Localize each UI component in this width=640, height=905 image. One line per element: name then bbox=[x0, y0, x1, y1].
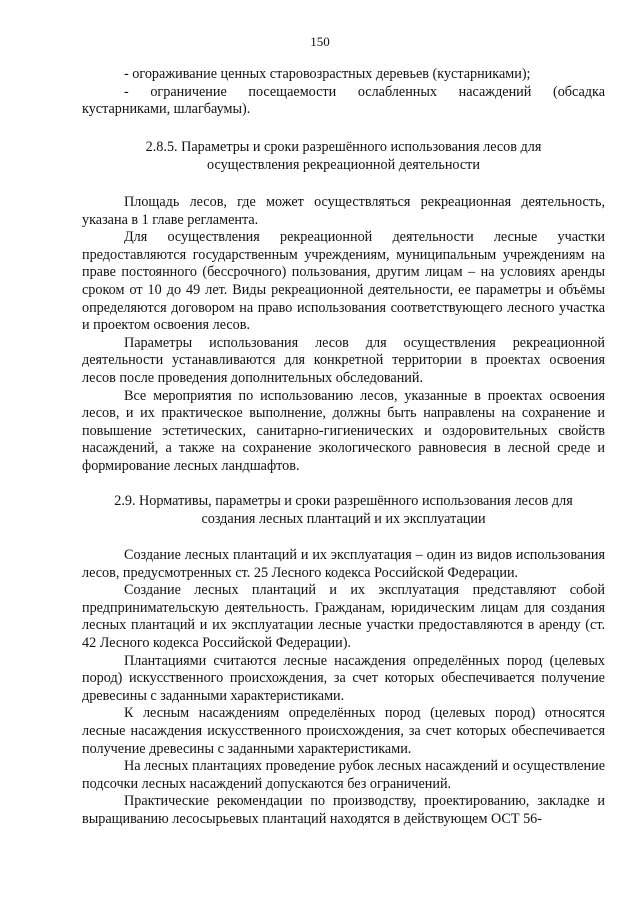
section-2-9 bbox=[82, 493, 605, 528]
paragraph: Плантациями считаются лесные насаждения определённых пород (целевых пород) искусственного происхождения, за счет которых обеспечивается получение древесины с заданными характеристиками. bbox=[82, 652, 605, 704]
restriction-list bbox=[82, 66, 605, 119]
paragraph: Площадь лесов, где может осуществляться рекреационная деятельность, указана в 1 главе регламента. bbox=[82, 194, 605, 228]
list-item: - ограничение посещаемости ослабленных насаждений (обсадка кустарниками, шлагбаумы). bbox=[82, 83, 605, 118]
paragraph: Создание лесных плантаций и их эксплуатация представляют собой предпринимательскую деятельность. Гражданам, юридическим лицам для создания лесных плантаций и их эксплуатации лесные участки предоставляются в аренду (ст. 42 Лесного кодекса Российской Федерации). bbox=[82, 582, 605, 651]
paragraph: К лесным насаждениям определённых пород (целевых пород) относятся лесные насаждения искусственного происхождения, за счет которых обеспечивается получение древесины с заданными характеристиками. bbox=[82, 705, 605, 757]
paragraph: Для осуществления рекреационной деятельности лесные участки предоставляются государственным учреждениям, муниципальным учреждениям на праве постоянного (бессрочного) пользования, другим лицам – на условиях аренды сроком от 10 до 49 лет. Виды рекреационной деятельности, ее параметры и объёмы определяются договором на право использования соответствующего лесного участка и проектом освоения лесов. bbox=[82, 229, 605, 334]
paragraph: Создание лесных плантаций и их эксплуатация – один из видов использования лесов, предусмотренных ст. 25 Лесного кодекса Российской Федерации. bbox=[82, 547, 605, 581]
paragraph: На лесных плантациях проведение рубок лесных насаждений и осуществление подсочки лесных насаждений допускаются без ограничений. bbox=[82, 758, 605, 792]
section-heading: 2.8.5. Параметры и сроки разрешённого использования лесов для осуществления рекреационной деятельности bbox=[145, 139, 542, 173]
section-2-8-5 bbox=[82, 139, 605, 174]
paragraph: Практические рекомендации по производству, проектированию, закладке и выращиванию лесосырьевых плантаций находятся в действующем ОСТ 56- bbox=[82, 793, 605, 827]
section-2-8-5-body bbox=[82, 194, 605, 476]
page-number: 150 bbox=[310, 34, 330, 49]
paragraph: Все мероприятия по использованию лесов, указанные в проектах освоения лесов, и их практическое выполнение, должны быть направлены на сохранение и повышение эстетических, санитарно-гигиенических и оздоровительных свойств насаждений, а также на сохранение экологического равновесия в лесной среде и формирование лесных ландшафтов. bbox=[82, 387, 605, 474]
list-item: - огораживание ценных старовозрастных деревьев (кустарниками); bbox=[124, 66, 531, 82]
section-heading: 2.9. Нормативы, параметры и сроки разрешённого использования лесов для создания лесных плантаций и их эксплуатации bbox=[114, 493, 573, 527]
section-2-9-body bbox=[82, 547, 605, 829]
paragraph: Параметры использования лесов для осуществления рекреационной деятельности устанавливаются для конкретной территории в проектах освоения лесов после проведения дополнительных обследований. bbox=[82, 334, 605, 386]
